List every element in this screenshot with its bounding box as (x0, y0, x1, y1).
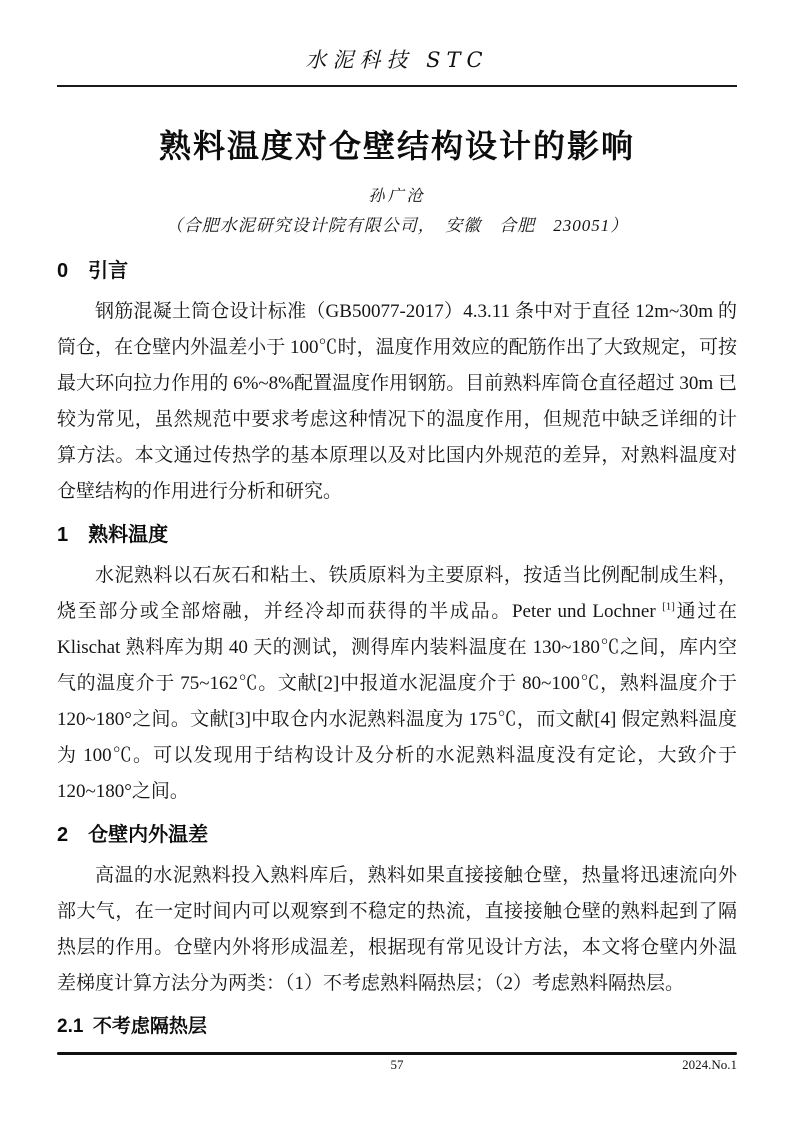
section-heading-1 (57, 520, 737, 550)
section-title: 引言 (88, 260, 129, 282)
section-wall-temperature-difference (57, 820, 737, 1002)
paragraph: 钢筋混凝土筒仓设计标准（GB50077-2017）4.3.11 条中对于直径 12m~30m 的筒仓，在仓壁内外温差小于 100℃时，温度作用效应的配筋作出了大致规定，可按最大环向拉力作用的 6%~8%配置温度作用钢筋。目前熟料库筒仓直径超过 30m 已较为常见，虽然规范中要求考虑这种情况下的温度作用，但规范中缺乏详细的计算方法。本文通过传热学的基本原理以及对比国内外规范的差异，对熟料温度对仓壁结构的作用进行分析和研究。 (57, 301, 737, 502)
journal-header: 水泥科技 STC (305, 48, 489, 72)
section-title: 仓壁内外温差 (88, 824, 209, 846)
reference-marker: [1] (662, 600, 675, 613)
section-heading-0 (57, 256, 737, 286)
page-number: 57 (390, 1057, 404, 1072)
header-rule (57, 85, 737, 87)
section-number: 0 (57, 260, 69, 282)
footer-rule (57, 1052, 737, 1055)
author-name: 孙广沧 (368, 188, 426, 205)
paragraph-text: 通过在 Klischat 熟料库为期 40 天的测试，测得库内装料温度在 130~180℃之间，库内空气的温度介于 75~162℃。文献[2]中报道水泥温度介于 80~100℃，熟料温度介于 120~180°之间。文献[3]中取仓内水泥熟料温度为 175℃，而文献[4] 假定熟料温度为 100℃。可以发现用于结构设计及分析的水泥熟料温度没有定论，大致介于 120~180°之间。 (57, 601, 737, 802)
section-title: 熟料温度 (88, 524, 169, 546)
footer-row (57, 1057, 737, 1075)
section-heading-2 (57, 820, 737, 850)
section-number: 2.1 (57, 1016, 84, 1037)
section-heading-2-1 (57, 1012, 737, 1042)
section-title: 不考虑隔热层 (92, 1016, 207, 1037)
issue-label: 2024.No.1 (682, 1057, 737, 1072)
article-title: 熟料温度对仓壁结构设计的影响 (158, 128, 635, 164)
section-no-insulation-layer (57, 1012, 737, 1042)
section-clinker-temperature (57, 520, 737, 810)
page-content (57, 0, 737, 1050)
section-introduction (57, 256, 737, 510)
section-number: 2 (57, 824, 69, 846)
paragraph (57, 558, 737, 810)
page-footer (57, 1052, 737, 1075)
paragraph: 高温的水泥熟料投入熟料库后，熟料如果直接接触仓壁，热量将迅速流向外部大气，在一定时间内可以观察到不稳定的热流，直接接触仓壁的熟料起到了隔热层的作用。仓壁内外将形成温差，根据现有常见设计方法，本文将仓壁内外温差梯度计算方法分为两类：（1）不考虑熟料隔热层；（2）考虑熟料隔热层。 (57, 865, 737, 994)
author-affiliation: （合肥水泥研究设计院有限公司， 安徽 合肥 230051） (165, 216, 629, 235)
section-number: 1 (57, 524, 69, 546)
paragraph-text: 水泥熟料以石灰石和粘土、铁质原料为主要原料，按适当比例配制成生料，烧至部分或全部熔融，并经冷却而获得的半成品。Peter und Lochner (57, 565, 737, 622)
